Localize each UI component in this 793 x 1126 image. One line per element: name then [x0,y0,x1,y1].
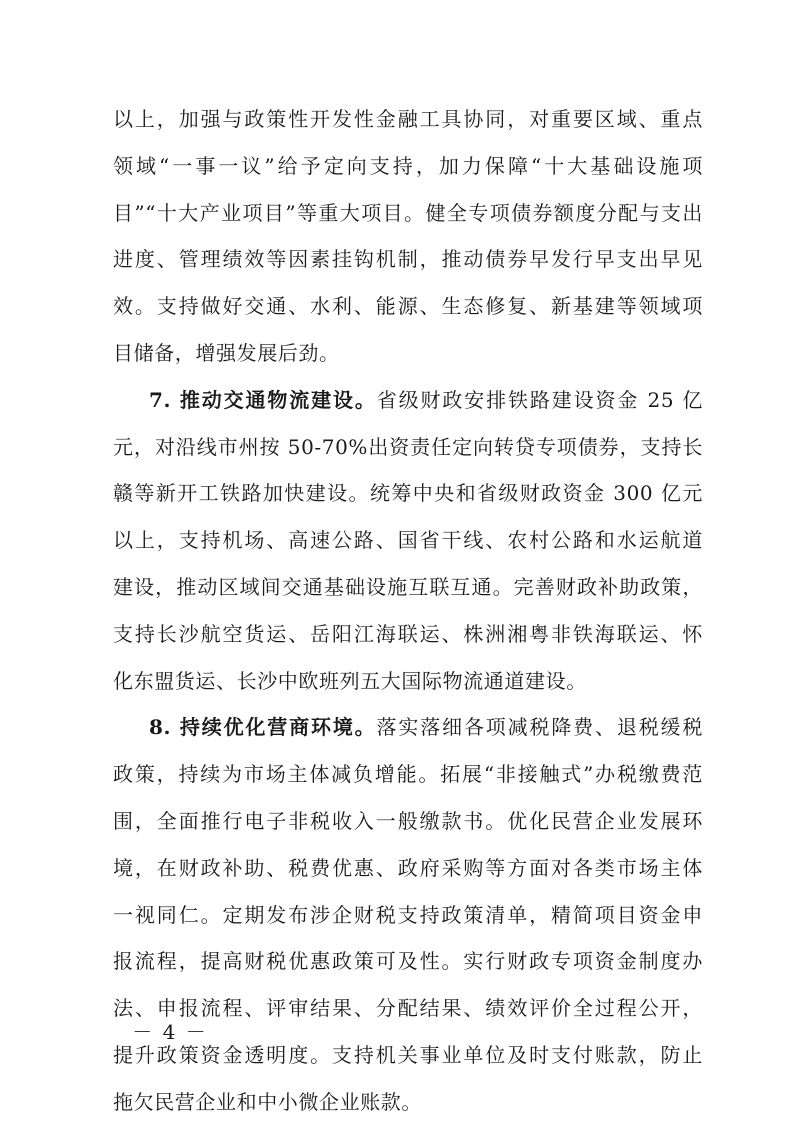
text-line: 进度、管理绩效等因素挂钩机制，推动债券早发行早支出早见 [113,247,703,272]
text-line: 元，对沿线市州按 50-70%出资责任定向转贷专项债券，支持长 [113,434,703,459]
text-line: 以上，加强与政策性开发性金融工具协同，对重要区域、重点 [113,107,703,131]
section-8-first-line [113,704,703,751]
section-heading-8: 8. 持续优化营商环境。 [149,715,377,740]
text-line: 一视同仁。定期发布涉企财税支持政策清单，精简项目资金申 [113,902,703,927]
section-heading-7: 7. 推动交通物流建设。 [149,387,377,412]
text-line: 化东盟货运、长沙中欧班列五大国际物流通道建设。 [113,668,587,693]
text-line: 建设，推动区域间交通基础设施互联互通。完善财政补助政策， [113,574,703,599]
text-line: 目储备，增强发展后劲。 [113,340,340,365]
text-line: 报流程，提高财税优惠政策可及性。实行财政专项资金制度办 [113,949,703,974]
text-line: 境，在财政补助、税费优惠、政府采购等方面对各类市场主体 [113,855,703,880]
text-line: 目”“十大产业项目”等重大项目。健全专项债券额度分配与支出 [113,200,703,225]
text-line: 赣等新开工铁路加快建设。统筹中央和省级财政资金 300 亿元 [113,481,703,506]
text-line: 领域“一事一议”给予定向支持，加力保障“十大基础设施项 [113,153,703,178]
text-span: 省级财政安排铁路建设资金 25 亿 [376,387,703,412]
body-text [113,96,703,1126]
text-line: 以上，支持机场、高速公路、国省干线、农村公路和水运航道 [113,528,703,553]
text-line: 效。支持做好交通、水利、能源、生态修复、新基建等领域项 [113,294,703,319]
text-span: 落实落细各项减税降费、退税缓税 [376,715,704,740]
text-line: 围，全面推行电子非税收入一般缴款书。优化民营企业发展环 [113,808,703,833]
text-line: 提升政策资金透明度。支持机关事业单位及时支付账款，防止 [113,1042,703,1067]
text-line: 法、申报流程、评审结果、分配结果、绩效评价全过程公开， [113,996,703,1021]
text-line: 政策，持续为市场主体减负增能。拓展“非接触式”办税缴费范 [113,762,703,787]
text-line: 支持长沙航空货运、岳阳江海联运、株洲湘粤非铁海联运、怀 [113,621,703,646]
section-7-first-line [113,377,703,424]
text-line: 拖欠民营企业和中小微企业账款。 [113,1089,422,1114]
page-number: － 4 － [132,1020,208,1044]
